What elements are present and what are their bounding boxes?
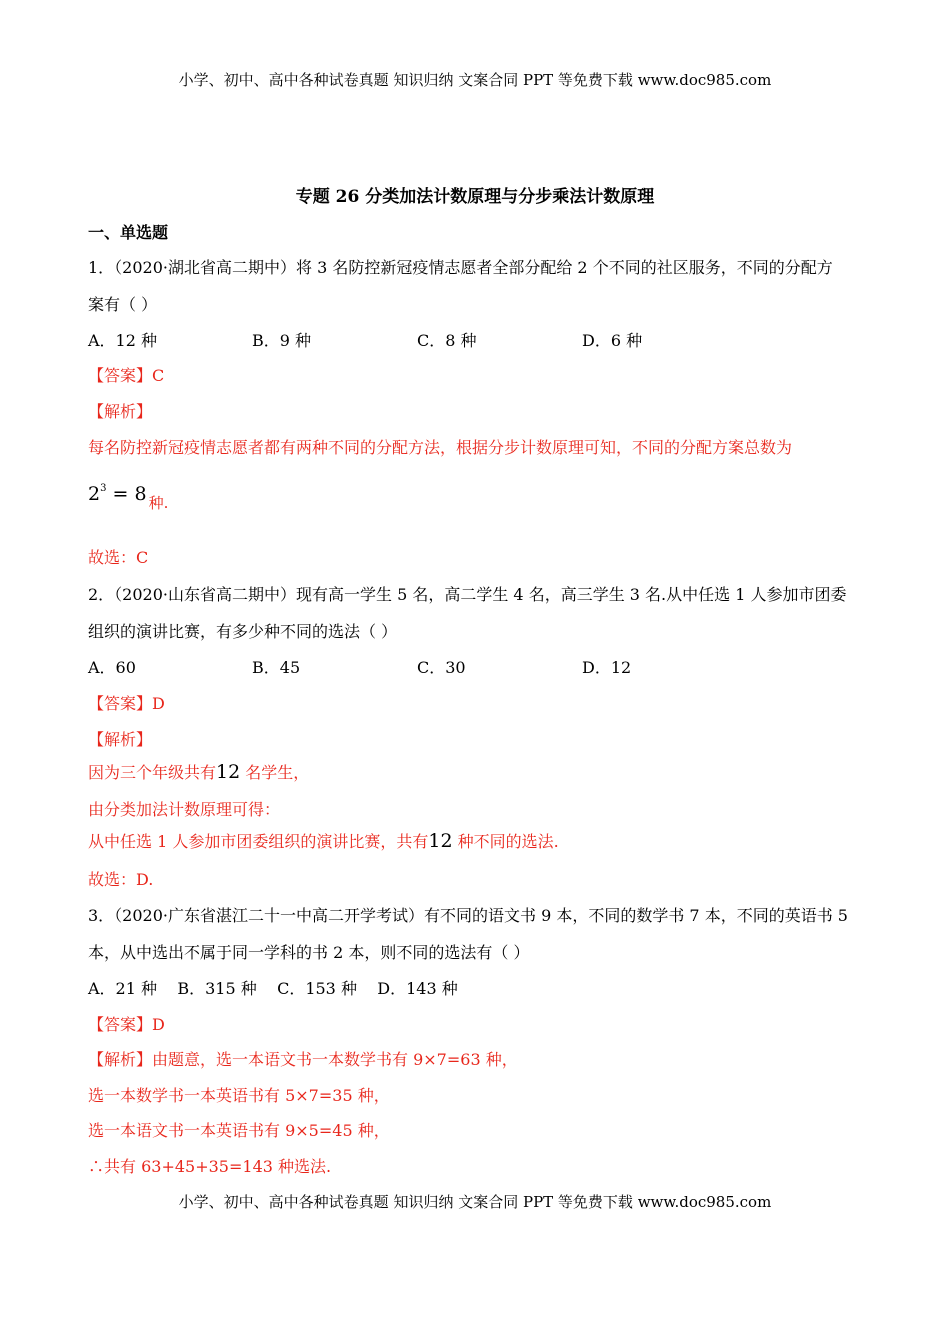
q2-a3-number: 12	[428, 830, 453, 852]
q3-analysis-line1: 【解析】由题意，选一本语文书一本数学书有 9×7=63 种，	[88, 1050, 518, 1069]
q3-answer: 【答案】D	[88, 1015, 165, 1034]
q2-option-c: C．30	[417, 658, 466, 677]
q2-a1-pre: 因为三个年级共有	[88, 763, 217, 782]
q1-option-b: B．9 种	[252, 331, 312, 350]
q1-stem-line1: 1．（2020·湖北省高二期中）将 3 名防控新冠疫情志愿者全部分配给 2 个不同的社区服务，不同的分配方	[88, 258, 833, 277]
q1-formula	[88, 483, 169, 512]
page-header: 小学、初中、高中各种试卷真题 知识归纳 文案合同 PPT 等免费下载 www.doc985.com	[178, 71, 772, 89]
q3-analysis-line2: 选一本数学书一本英语书有 5×7=35 种，	[88, 1086, 390, 1105]
formula-unit: 种.	[148, 494, 169, 512]
document-title: 专题 26 分类加法计数原理与分步乘法计数原理	[295, 187, 655, 207]
q3-stem-line2: 本，从中选出不属于同一学科的书 2 本，则不同的选法有（ ）	[88, 943, 530, 962]
q2-option-d: D．12	[582, 658, 632, 677]
q1-option-c: C．8 种	[417, 331, 477, 350]
q2-analysis-label: 【解析】	[88, 730, 153, 749]
formula-base: 2	[88, 483, 101, 505]
q2-answer: 【答案】D	[88, 694, 165, 713]
page-footer: 小学、初中、高中各种试卷真题 知识归纳 文案合同 PPT 等免费下载 www.doc985.com	[178, 1193, 772, 1211]
q2-conclusion: 故选：D.	[88, 870, 154, 889]
q1-analysis-label: 【解析】	[88, 402, 153, 421]
q2-analysis-line3	[88, 829, 559, 852]
q1-stem-line2: 案有（ ）	[88, 295, 158, 314]
q2-analysis-line2: 由分类加法计数原理可得：	[88, 800, 281, 819]
q3-options: A．21 种 B．315 种 C．153 种 D．143 种	[88, 979, 458, 998]
q1-option-a: A．12 种	[88, 331, 158, 350]
q2-option-b: B．45	[252, 658, 301, 677]
q1-option-d: D．6 种	[582, 331, 643, 350]
q1-answer: 【答案】C	[88, 366, 165, 385]
q1-analysis-text: 每名防控新冠疫情志愿者都有两种不同的分配方法，根据分步计数原理可知，不同的分配方案总数为	[88, 438, 793, 457]
formula-rest: = 8	[106, 483, 147, 505]
q2-a1-post: 名学生，	[240, 763, 310, 782]
q1-conclusion: 故选：C	[88, 548, 149, 567]
section-heading: 一、单选题	[88, 223, 169, 242]
q2-analysis-line1	[88, 760, 309, 783]
q3-analysis-line3: 选一本语文书一本英语书有 9×5=45 种，	[88, 1121, 390, 1140]
q2-a1-number: 12	[216, 761, 241, 783]
q2-stem-line2: 组织的演讲比赛，有多少种不同的选法（ ）	[88, 622, 398, 641]
q2-stem-line1: 2．（2020·山东省高二期中）现有高一学生 5 名，高二学生 4 名，高三学生 3 名.从中任选 1 人参加市团委	[88, 585, 847, 604]
q3-analysis-line4: ∴共有 63+45+35=143 种选法.	[88, 1157, 332, 1176]
q2-option-a: A．60	[88, 658, 136, 677]
q2-a3-pre: 从中任选 1 人参加市团委组织的演讲比赛，共有	[88, 832, 429, 851]
q3-stem-line1: 3．（2020·广东省湛江二十一中高二开学考试）有不同的语文书 9 本，不同的数学书 7 本，不同的英语书 5	[88, 906, 848, 925]
formula-exponent: 3	[100, 483, 107, 494]
q2-a3-post: 种不同的选法.	[452, 832, 559, 851]
